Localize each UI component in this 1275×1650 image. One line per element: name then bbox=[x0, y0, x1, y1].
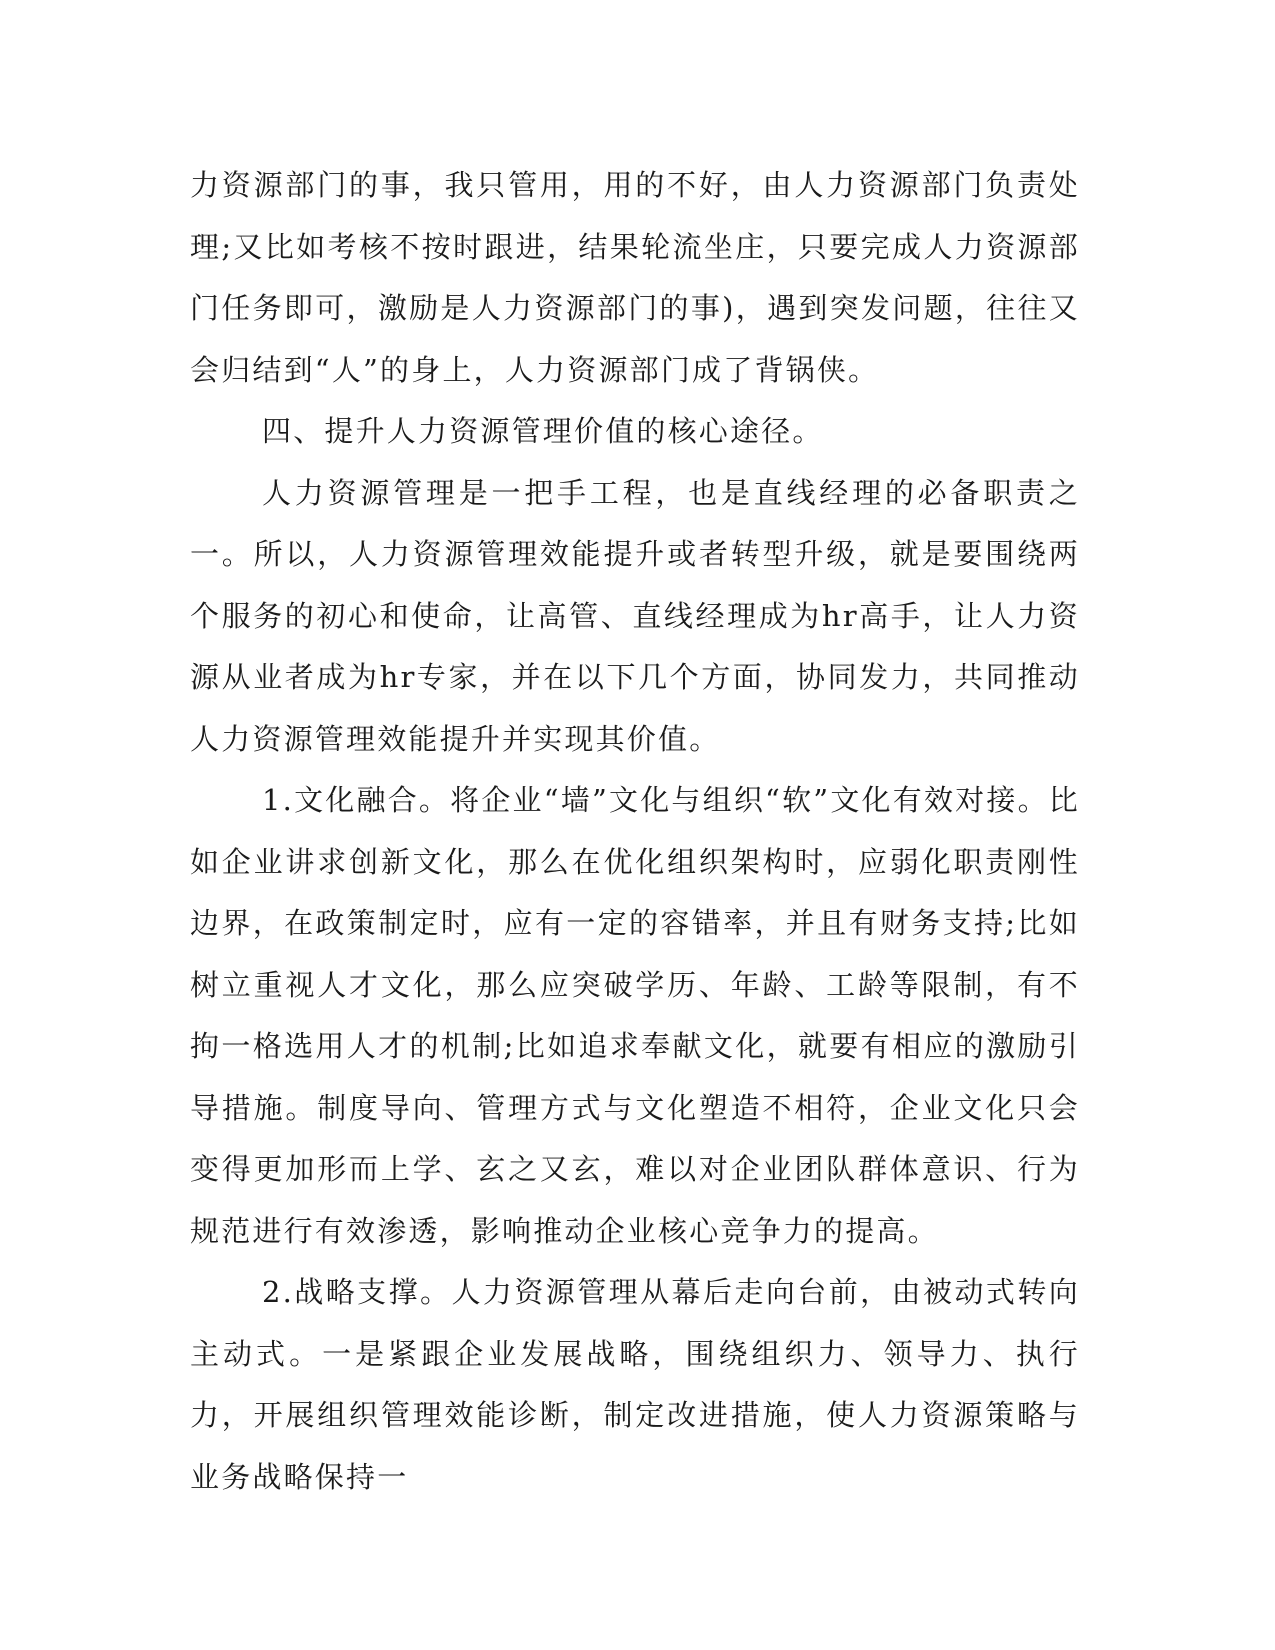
section-heading: 四、提升人力资源管理价值的核心途径。 bbox=[262, 414, 824, 448]
paragraph-intro: 人力资源管理是一把手工程，也是直线经理的必备职责之一。所以，人力资源管理效能提升或者转型升级，就是要围绕两个服务的初心和使命，让高管、直线经理成为hr高手，让人力资源从业者成为hr专家，并在以下几个方面，协同发力，共同推动人力资源管理效能提升并实现其价值。 bbox=[190, 475, 1080, 756]
paragraph-culture-integration: 1.文化融合。将企业“墙”文化与组织“软”文化有效对接。比如企业讲求创新文化，那么在优化组织架构时，应弱化职责刚性边界，在政策制定时，应有一定的容错率，并且有财务支持;比如树立重视人才文化，那么应突破学历、年龄、工龄等限制，有不拘一格选用人才的机制;比如追求奉献文化，就要有相应的激励引导措施。制度导向、管理方式与文化塑造不相符，企业文化只会变得更加形而上学、玄之又玄，难以对企业团队群体意识、行为规范进行有效渗透，影响推动企业核心竞争力的提高。 bbox=[190, 783, 1080, 1248]
paragraph-continuation: 力资源部门的事，我只管用，用的不好，由人力资源部门负责处理;又比如考核不按时跟进，结果轮流坐庄，只要完成人力资源部门任务即可，激励是人力资源部门的事)，遇到突发问题，往往又会归结到“人”的身上，人力资源部门成了背锅侠。 bbox=[190, 168, 1080, 387]
paragraph-strategy-support: 2.战略支撑。人力资源管理从幕后走向台前，由被动式转向主动式。一是紧跟企业发展战略，围绕组织力、领导力、执行力，开展组织管理效能诊断，制定改进措施，使人力资源策略与业务战略保持一 bbox=[190, 1275, 1080, 1494]
document-body bbox=[190, 155, 1080, 1508]
